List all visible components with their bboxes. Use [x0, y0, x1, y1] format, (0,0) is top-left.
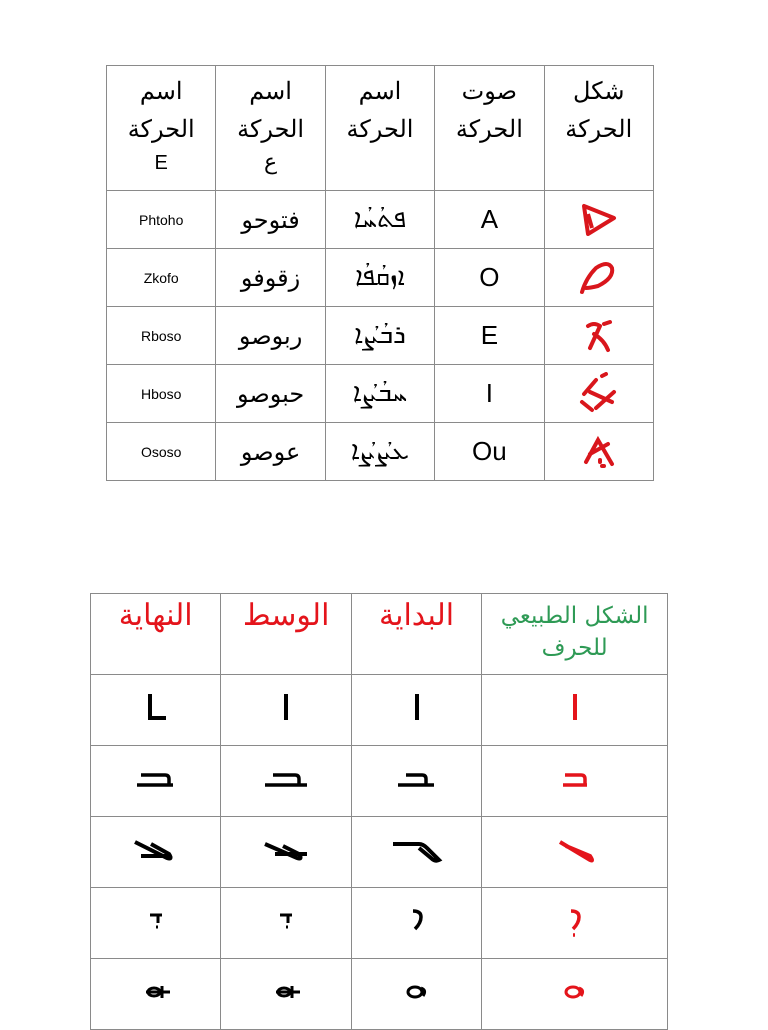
shape-cell — [544, 423, 653, 481]
syriac-name: ܪܒܳܨܳܐ — [354, 320, 406, 350]
header-sound — [435, 66, 544, 191]
latin-name-cell — [107, 423, 216, 481]
beth-natural-glyph — [555, 759, 595, 799]
header-start — [351, 594, 481, 675]
table-row — [91, 675, 668, 746]
gamal-natural-glyph — [550, 830, 600, 870]
dalath-natural-glyph — [555, 901, 595, 941]
syriac-name: ܐܙܩܳܦܳܐ — [355, 262, 405, 292]
vowel-sound: A — [480, 204, 499, 234]
end-form-cell — [91, 675, 221, 746]
header-name-latin-sub: E — [154, 152, 168, 174]
shape-cell — [544, 191, 653, 249]
natural-form-cell — [482, 746, 668, 817]
arabic-name-cell — [216, 365, 325, 423]
vowel-table — [106, 65, 654, 481]
end-form-cell — [91, 959, 221, 1030]
header-name-latin — [107, 66, 216, 191]
dalath-middle-glyph — [266, 901, 306, 941]
table-row — [91, 817, 668, 888]
end-form-cell — [91, 888, 221, 959]
syriac-name-cell — [325, 307, 434, 365]
beth-middle-glyph — [261, 759, 311, 799]
table-row — [91, 959, 668, 1030]
arabic-name: زقوفو — [240, 263, 301, 292]
header-name-syriac-label: اسم الحركة — [346, 77, 414, 143]
header-start-label: البداية — [379, 598, 455, 633]
natural-form-cell — [482, 959, 668, 1030]
arabic-name: فتوحو — [241, 205, 300, 234]
header-middle — [221, 594, 352, 675]
natural-form-cell — [482, 675, 668, 746]
syriac-name-cell — [325, 365, 434, 423]
he-end-glyph — [136, 972, 176, 1012]
zqofo-pthoho-shape-icon — [574, 200, 624, 240]
rboso-shape-icon — [574, 316, 624, 356]
syriac-name-cell — [325, 191, 434, 249]
table-row — [107, 307, 654, 365]
syriac-name: ܦܬܳܚܳܐ — [353, 204, 407, 234]
natural-form-cell — [482, 888, 668, 959]
sound-cell — [435, 365, 544, 423]
alaph-start-glyph — [397, 688, 437, 728]
gamal-middle-glyph — [261, 830, 311, 870]
header-middle-label: الوسط — [242, 598, 330, 633]
table-row — [107, 365, 654, 423]
shape-cell — [544, 365, 653, 423]
header-name-syriac — [325, 66, 434, 191]
arabic-name: حبوصو — [236, 379, 305, 408]
arabic-name-cell — [216, 191, 325, 249]
gamal-start-glyph — [389, 830, 445, 870]
latin-name: Zkofo — [143, 270, 179, 286]
alaph-end-glyph — [136, 688, 176, 728]
latin-name-cell — [107, 249, 216, 307]
table-row — [91, 888, 668, 959]
latin-name-cell — [107, 307, 216, 365]
vowel-table-header-row — [107, 66, 654, 191]
sound-cell — [435, 191, 544, 249]
latin-name-cell — [107, 365, 216, 423]
header-name-arabic-label: اسم الحركة — [237, 77, 305, 143]
table-row — [91, 746, 668, 817]
ososo-shape-icon — [574, 430, 624, 474]
middle-form-cell — [221, 959, 352, 1030]
alaph-natural-glyph — [555, 688, 595, 728]
he-natural-glyph — [555, 972, 595, 1012]
table-row — [107, 191, 654, 249]
syriac-name-cell — [325, 423, 434, 481]
dalath-start-glyph — [397, 901, 437, 941]
header-end-label: النهاية — [118, 598, 193, 633]
dalath-end-glyph — [136, 901, 176, 941]
table-row — [107, 249, 654, 307]
vowel-sound: I — [485, 378, 493, 408]
natural-form-cell — [482, 817, 668, 888]
header-name-arabic-sub: ع — [264, 150, 278, 175]
start-form-cell — [351, 817, 481, 888]
header-natural-label: الشكل الطبيعي للحرف — [500, 603, 649, 661]
arabic-name: ربوصو — [238, 321, 303, 350]
letter-forms-table — [90, 593, 668, 1030]
start-form-cell — [351, 888, 481, 959]
latin-name: Rboso — [140, 328, 182, 344]
sound-cell — [435, 249, 544, 307]
vowel-sound: Ou — [472, 436, 507, 466]
header-name-arabic — [216, 66, 325, 191]
header-natural — [482, 594, 668, 675]
syriac-name: ܥܨܳܨܳܐ — [350, 436, 410, 466]
header-name-latin-label: اسم الحركة — [127, 77, 195, 143]
arabic-name-cell — [216, 307, 325, 365]
header-shape — [544, 66, 653, 191]
end-form-cell — [91, 746, 221, 817]
header-shape-label: شكل الحركة — [565, 77, 633, 143]
middle-form-cell — [221, 888, 352, 959]
letter-table-header-row — [91, 594, 668, 675]
latin-name-cell — [107, 191, 216, 249]
sound-cell — [435, 423, 544, 481]
hboso-shape-icon — [574, 372, 624, 416]
end-form-cell — [91, 817, 221, 888]
latin-name: Ososo — [140, 444, 182, 460]
he-middle-glyph — [266, 972, 306, 1012]
start-form-cell — [351, 746, 481, 817]
vowel-sound: E — [480, 320, 499, 350]
beth-start-glyph — [392, 759, 442, 799]
latin-name: Hboso — [140, 386, 182, 402]
alaph-middle-glyph — [266, 688, 306, 728]
gamal-end-glyph — [131, 830, 181, 870]
middle-form-cell — [221, 746, 352, 817]
arabic-name-cell — [216, 249, 325, 307]
vowel-sound: O — [479, 262, 500, 292]
latin-name: Phtoho — [139, 212, 184, 228]
middle-form-cell — [221, 817, 352, 888]
header-sound-label: صوت الحركة — [455, 77, 523, 143]
beth-end-glyph — [131, 759, 181, 799]
table-row — [107, 423, 654, 481]
shape-cell — [544, 249, 653, 307]
header-end — [91, 594, 221, 675]
start-form-cell — [351, 959, 481, 1030]
syriac-name: ܚܒܳܨܳܐ — [352, 378, 408, 408]
shape-cell — [544, 307, 653, 365]
syriac-name-cell — [325, 249, 434, 307]
start-form-cell — [351, 675, 481, 746]
middle-form-cell — [221, 675, 352, 746]
arabic-name-cell — [216, 423, 325, 481]
zqofo-shape-icon — [574, 258, 624, 298]
sound-cell — [435, 307, 544, 365]
he-start-glyph — [397, 972, 437, 1012]
arabic-name: عوصو — [240, 437, 301, 466]
